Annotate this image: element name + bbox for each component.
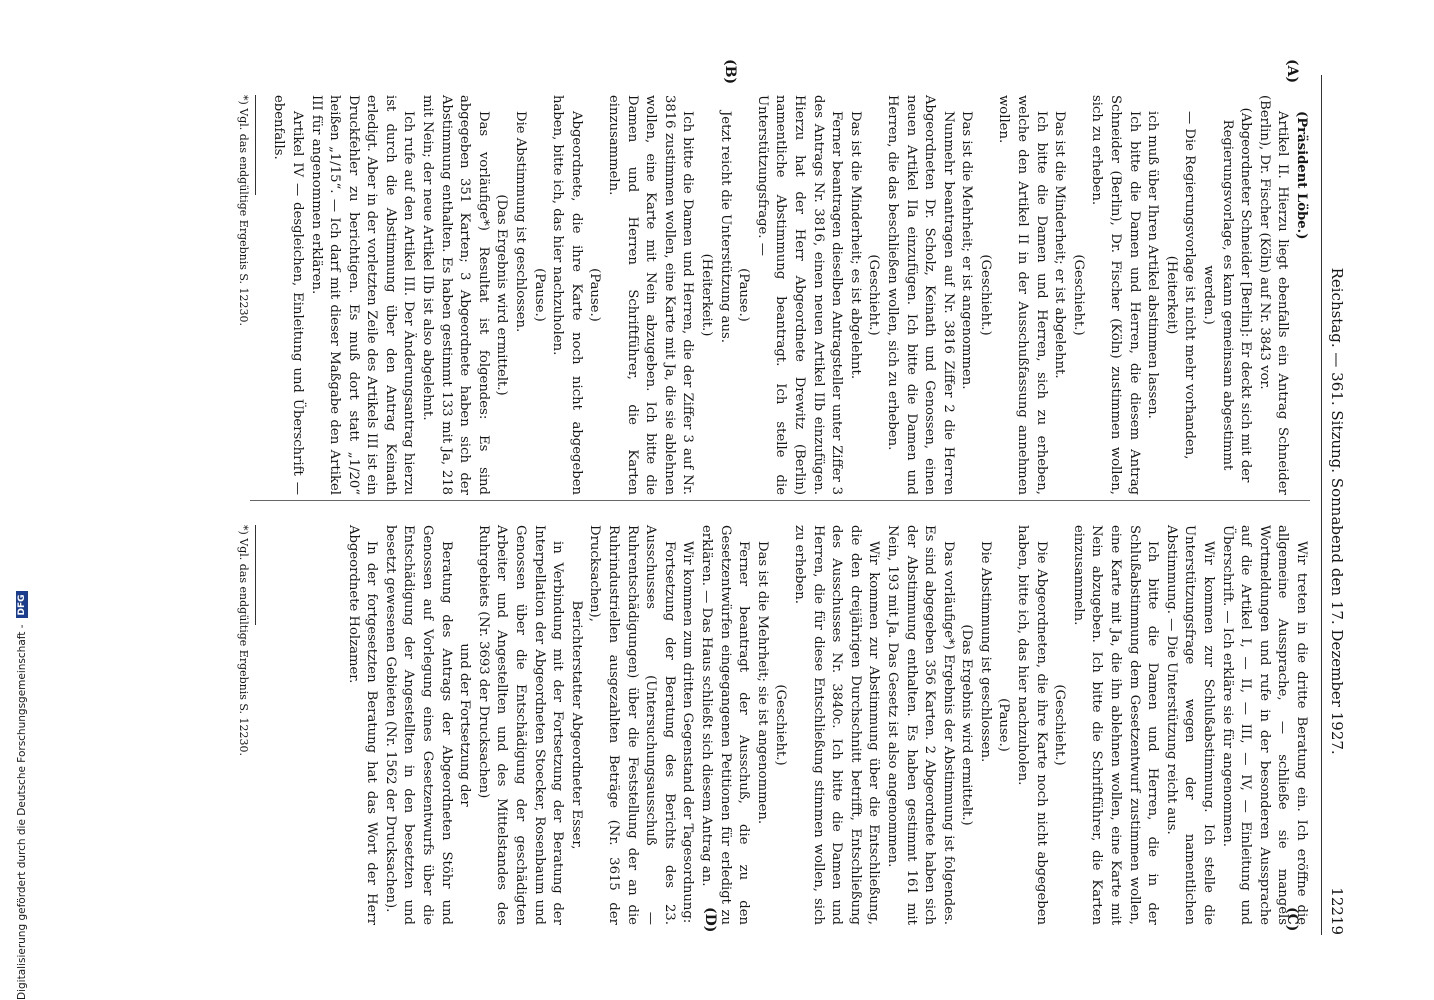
paragraph: Artikel IV — desgleichen, Einleitung und Überschrift — ebenfalls. [271, 95, 305, 495]
paragraph: Das ist die Minderheit; es ist abgelehnt. [847, 111, 863, 380]
paragraph: (Pause.) [996, 698, 1012, 752]
paragraph: Ferner beantragt der Ausschuß, die zu den Gesetzentwürfen eingegangenen Petitionen für erledigt zu erklären. — Das Haus schließt sich diesem Antrag an. [699, 525, 752, 925]
paragraph: Wir kommen zur Abstimmung über die Entschließung, die den dreijährigen Durchschnitt betrifft, Entschließung des Ausschusses Nr. 3840c. Ich bitte die Damen und Herren, die für diese Entschließung stimmen wollen, sich zu erheben. [791, 525, 882, 925]
paragraph: Die Abgeordneten, die ihre Karte noch nicht abgegeben haben, bitte ich, das hier nachzuholen. [1015, 525, 1049, 925]
paragraph: Berichterstatter Abgeordneter Esser, [568, 600, 584, 850]
paragraph: Ich bitte die Damen und Herren, die diesem Antrag Schneider (Berlin), Dr. Fischer (Köln) zustimmen wollen, sich zu erheben. [1089, 95, 1142, 495]
paragraph: Ich bitte die Damen und Herren, die der Ziffer 3 auf Nr. 3816 zustimmen wollen, eine Karte mit Ja, die sie ablehnen wollen, eine Karte mit Nein abzugeben. Ich bitte die Damen und Herren Schriftführer, die Karten einzusammeln. [606, 95, 696, 495]
dfg-logo: DFG [16, 591, 28, 618]
paragraph: (Geschieht.) [977, 254, 993, 336]
sidebar-text: Digitalisierung gefördert durch die Deutsche Forschungsgemeinschaft - [16, 624, 28, 1000]
paragraph: Ferner beantragen dieselben Antragsteller unter Ziffer 3 des Antrags Nr. 3816, einen neuen Artikel IIb einzufügen. Hierzu hat der Herr Abgeordnete Drewitz (Berlin) namentliche Abstimmung beantragt. Ich stelle die Unterstützungsfrage. — [754, 95, 845, 495]
paragraph: Das ist die Minderheit; er ist abgelehnt. [1052, 111, 1068, 379]
footnote-left: *) Vgl. das endgültige Ergebnis S. 12230. [237, 95, 250, 327]
paragraph: — Die Regierungsvorlage ist nicht mehr vorhanden, [1182, 111, 1198, 460]
page-title: Reichstag. — 361. Sitzung. Sonnabend den 17. Dezember 1927. [1328, 267, 1346, 755]
paragraph: (Pause.) [587, 268, 603, 322]
paragraph: Wir kommen zur Schlußabstimmung. Ich stelle die Unterstützungsfrage wegen der namentlichen Abstimmung. — Die Unterstützung reicht aus. [1163, 525, 1217, 925]
paragraph: (Geschieht.) [1052, 684, 1068, 766]
paragraph: Nunmehr beantragen auf Nr. 3816 Ziffer 2 die Herren Abgeordneten Dr. Scholz, Keinath und Genossen, einen neuen Artikel IIa einzufügen. Ich bitte die Damen und Herren, die das beschließen wollen, sich zu erheben. [884, 95, 956, 495]
paragraph: (Heiterkeit) [1163, 255, 1179, 335]
margin-mark-d: (D) [702, 907, 718, 933]
paragraph: Ich bitte die Damen und Herren, sich zu erheben, welche den Artikel II in der Ausschußfassung annehmen wollen. [996, 95, 1049, 495]
left-column [269, 95, 1310, 495]
paragraph: (Geschieht.) [1070, 254, 1086, 336]
paragraph: und der Fortsetzung der [457, 643, 473, 807]
paragraph: (Geschieht.) [866, 254, 882, 336]
footnote-rule-right [255, 525, 256, 625]
column-divider [250, 500, 1310, 501]
paragraph: Fortsetzung der Beratung des Berichts des 23. Ausschusses (Untersuchungsausschuß — Ruhrentschädigungen) über die Feststellung der an die Ruhrindustriellen ausgezahlten Beträge (Nr. 3615 der Drucksachen), [587, 525, 677, 925]
footnote-rule-left [255, 95, 256, 195]
footnote-right: *) Vgl. das endgültige Ergebnis S. 12230. [237, 525, 250, 757]
paragraph: Beratung des Antrags der Abgeordneten Stöhr und Genossen auf Vorlegung eines Gesetzentwurfs über die Entschädigung der Angestellten in den besetzten und besetzt gewesenen Gebieten (Nr. 1562 der Drucksachen). [382, 525, 454, 925]
paragraph: in Verbindung mit der Fortsetzung der Beratung der Interpellation der Abgeordneten Stoecker, Rosenbaum und Genossen über die Entschädigung der geschädigten Arbeiter und Angestellten und des Mittelstandes des Ruhrgebiets (Nr. 3693 der Drucksachen) [475, 525, 566, 925]
paragraph: Die Abstimmung ist geschlossen. [513, 111, 529, 333]
paragraph: (Pause.) [531, 268, 547, 322]
paragraph: ich muß über Ihren Artikel abstimmen lassen. [1145, 111, 1161, 419]
paragraph: Artikel II. Hierzu liegt ebenfalls ein Antrag Schneider (Berlin), Dr. Fischer (Köln) auf Nr. 3843 vor. [1256, 95, 1291, 495]
paragraph: Wir kommen zum dritten Gegenstand der Tagesordnung: [680, 541, 696, 924]
paragraph: In der fortgesetzten Beratung hat das Wort der Herr Abgeordnete Holzamer. [345, 525, 380, 925]
header-rule [1321, 75, 1322, 935]
paragraph: Wir treten in die dritte Beratung ein. Ich eröffne die allgemeine Aussprache, — schließe sie mangels Wortmeldungen und rufe in der besonderen Aussprache auf die Artikel I, — II, — III, — IV, — Einleitung und Überschrift. — Ich erkläre sie für angenommen. [1219, 525, 1309, 925]
paragraph: (Heiterkeit.) [699, 253, 714, 337]
paragraph: Das ist die Mehrheit; er ist angenommen. [959, 111, 975, 390]
paragraph: (Pause.) [736, 268, 752, 322]
paragraph: (Geschieht.) [773, 684, 789, 766]
paragraph: Abgeordnete, die ihre Karte noch nicht abgegeben haben, bitte ich, das hier nachzuholen. [550, 95, 584, 495]
rotated-page [108, 55, 1358, 955]
paragraph: Die Abstimmung ist geschlossen. [977, 541, 993, 763]
paragraph: Das vorläufige*) Resultat ist folgendes: Es sind abgegeben 351 Karten; 3 Abgeordnete haben sich der Abstimmung enthalten. Es haben gestimmt 133 mit Ja, 218 mit Nein; der neue Artikel IIb ist also abgelehnt. [420, 95, 491, 495]
right-column [343, 525, 1310, 925]
margin-mark-c: (C) [1284, 907, 1300, 932]
sidebar [0, 590, 28, 1000]
paragraph: (Abgeordneter Schneider [Berlin]: Er deckt sich mit der Regierungsvorlage, es kann gemeinsam abgestimmt werden.) [1201, 107, 1254, 483]
margin-mark-b: (B) [722, 59, 738, 85]
paragraph: (Das Ergebnis wird ermittelt.) [959, 624, 975, 826]
paragraph: (Präsident Löbe.) [1294, 111, 1309, 240]
page-number: 12219 [1328, 887, 1346, 935]
paragraph: Ich bitte die Damen und Herren, die in der Schlußabstimmung dem Gesetzentwurf zustimmen wollen, eine Karte mit Ja, die ihn ablehnen wollen, eine Karte mit Nein abzugeben. Ich bitte die Schriftführer, die Karten einzusammeln. [1070, 525, 1161, 925]
paragraph: (Das Ergebnis wird ermittelt.) [494, 194, 510, 396]
paragraph: Das ist die Mehrheit; sie ist angenommen. [754, 541, 770, 825]
paragraph: Das vorläufige*) Ergebnis der Abstimmung ist folgendes. Es sind abgegeben 356 Karten. 2 Abgeordnete haben sich der Abstimmung enthalten. Es haben gestimmt 161 mit Nein, 193 mit Ja. Das Gesetz ist also angenommen. [884, 525, 956, 925]
margin-mark-a: (A) [1284, 59, 1300, 84]
paragraph: Jetzt reicht die Unterstützung aus. [717, 111, 733, 343]
page-header [1328, 75, 1358, 935]
paragraph: Ich rufe auf den Artikel III. Der Änderungsantrag hierzu ist durch die Abstimmung über den Antrag Keinath erledigt. Aber in der vorletzten Zeile des Artikels III ist ein Druckfehler zu berichtigen. Es muß dort statt „1/20“ heißen „1/15“. — Ich darf mit dieser Maßgabe den Artikel III für angenommen erklären. [308, 95, 417, 495]
